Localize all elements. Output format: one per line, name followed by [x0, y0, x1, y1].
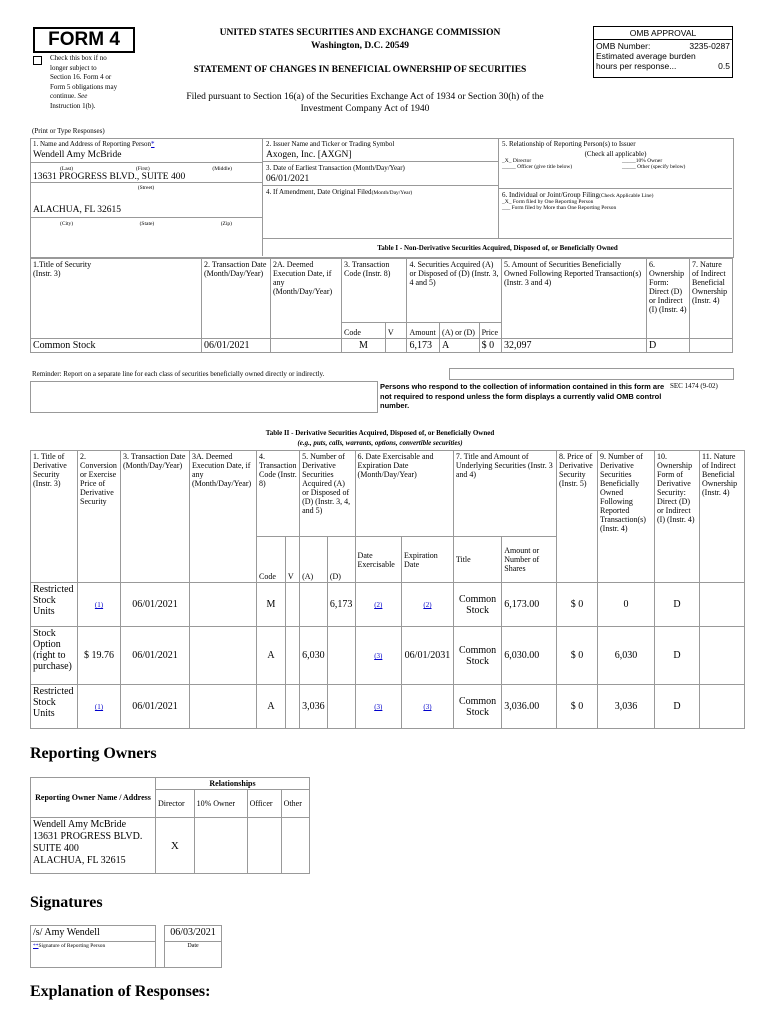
print-type-note: (Print or Type Responses): [32, 127, 105, 135]
table2-derivative: 1. Title of Derivative Security (Instr. 3) 2. Conversion or Exercise Price of Derivative Security 3. Transaction Date (Month/Day/Year) 3A. Deemed Execution Date, if any (Month/Day/Year) 4. Transaction Code (Instr. 8) 5. Number of Derivative Securities Acquired (A) or Disposed of (D) (Instr. 3, 4, and 5) 6. Date Exercisable and Expiration Date (Month/Day/Year) 7. Title and Amount of Underlying Securities (Instr. 3 and 4) 8. Price of Derivative Security (Instr. 5) 9. Number of Derivative Securities Beneficially Owned Following Reported Transaction(s) (Instr. 4) 10. Ownership Form of Derivative Security: Direct (D) or Indirect (I) (Instr. 4) 11. Nature of Indirect Beneficial Ownership (Instr. 4) Code V (A) (D) Date Exercisable Expiration Date Title Amount or Number of Shares Restricted Stock Units (1) 06/01/2021 M 6,173 (2) (2) Common Stock 6,173.00 $ 0 0 D Stock Option (right to purchase) $ 19.76 06/01/2021 A 6,030 (3) 06/01/2031 Common Stock 6,030.00 $ 0 6,030 D Restricted Stock Units (1) 06/01/2021 A 3,036 (3) (3) Common Stock 3,036.00 $ 0 3,036 D: [30, 450, 745, 729]
filing-one-person[interactable]: _X_ Form filed by One Reporting Person: [502, 199, 594, 205]
omb-approval-box: OMB APPROVAL OMB Number: 3235-0287 Estimated average burden hours per response... 0.5: [593, 26, 733, 78]
footnote-link[interactable]: (3): [423, 703, 432, 711]
table1-title: Table I - Non-Derivative Securities Acquired, Disposed of, or Beneficially Owned: [263, 238, 732, 257]
reporting-owners-table: Reporting Owner Name / Address Relationships Director 10% Owner Officer Other Wendell Amy McBride 13631 PROGRESS BLVD. SUITE 400 ALACHUA, FL 32615 X: [30, 777, 310, 874]
table2-row: Restricted Stock Units (1) 06/01/2021 A 3,036 (3) (3) Common Stock 3,036.00 $ 0 3,036 D: [31, 685, 745, 729]
signatures-table: /s/ Amy Wendell 06/03/2021 **Signature of Reporting Person Date: [30, 925, 222, 968]
city-address: ALACHUA, FL 32615: [33, 205, 122, 215]
issuer-name: Axogen, Inc. [AXGN]: [266, 150, 352, 160]
agency-name: UNITED STATES SECURITIES AND EXCHANGE COMMISSION: [219, 28, 501, 38]
signature-footnote-link[interactable]: **: [33, 943, 39, 949]
omb-number: 3235-0287: [689, 41, 730, 51]
footnote-link[interactable]: (3): [374, 652, 383, 660]
reminder: Reminder: Report on a separate line for each class of securities beneficially owned directly or indirectly.: [32, 370, 325, 378]
instruction-star-link[interactable]: *: [151, 140, 155, 148]
table2-title: Table II - Derivative Securities Acquired, Disposed of, or Beneficially Owned (e.g., puts, calls, warrants, options, convertible securities): [265, 429, 495, 447]
omb-burden: 0.5: [718, 61, 730, 71]
reporting-person-box: 1. Name and Address of Reporting Person* Wendell Amy McBride (Last) (First) (Middle) 13631 PROGRESS BLVD., SUITE 400 (Street) ALACHUA, FL 32615 (City) (State) (Zip): [30, 138, 263, 256]
signatures-heading: Signatures: [30, 894, 103, 911]
table2-row: Restricted Stock Units (1) 06/01/2021 M 6,173 (2) (2) Common Stock 6,173.00 $ 0 0 D: [31, 583, 745, 627]
earliest-transaction-date: 06/01/2021: [266, 174, 310, 184]
other-check[interactable]: _____: [622, 164, 636, 170]
persons-notice: Persons who respond to the collection of information contained in this form are not required to respond unless the form displays a currently valid OMB control number.: [380, 382, 665, 410]
filing-more-persons[interactable]: ___ Form filed by More than One Reporting Person: [502, 205, 617, 211]
table2-row: Stock Option (right to purchase) $ 19.76 06/01/2021 A 6,030 (3) 06/01/2031 Common Stock 6,030.00 $ 0 6,030 D: [31, 627, 745, 685]
filed-pursuant: Filed pursuant to Section 16(a) of the Securities Exchange Act of 1934 or Section 30(h) of the Investment Company Act of 1940: [186, 92, 544, 114]
reminder-box-right: [449, 368, 734, 380]
footnote-link[interactable]: (1): [94, 703, 104, 711]
relationship-box: 5. Relationship of Reporting Person(s) to Issuer (Check all applicable) _X_ Director _____10% Owner _____ Officer (give title below) _____ Other (specify below) 6. Individual or Joint/Group Filing(Check Applicable Line) _X_ Form filed by One Reporting Person ___ Form filed by More than One Reporting Person: [499, 138, 732, 238]
explanation-heading: Explanation of Responses:: [30, 983, 211, 1000]
agency-location: Washington, D.C. 20549: [311, 41, 409, 51]
form-title-box: [33, 27, 135, 53]
owner10-check[interactable]: _____: [622, 158, 636, 164]
form-title: FORM 4: [48, 29, 120, 50]
footnote-link[interactable]: (3): [374, 703, 383, 711]
director-check[interactable]: _X_: [502, 158, 512, 164]
statement-title: STATEMENT OF CHANGES IN BENEFICIAL OWNERSHIP OF SECURITIES: [193, 65, 527, 75]
checkbox-note: Check this box if no longer subject to Section 16. Form 4 or Form 5 obligations may continue. See Instruction 1(b).: [50, 54, 118, 110]
footnote-link[interactable]: (2): [374, 601, 383, 609]
reporting-person-name: Wendell Amy McBride: [33, 150, 122, 160]
issuer-box: 2. Issuer Name and Ticker or Trading Symbol Axogen, Inc. [AXGN] 3. Date of Earliest Transaction (Month/Day/Year) 06/01/2021 4. If Amendment, Date Original Filed(Month/Day/Year): [263, 138, 499, 238]
table1-non-derivative: 1.Title of Security (Instr. 3) 2. Transaction Date (Month/Day/Year) 2A. Deemed Execution Date, if any (Month/Day/Year) 3. Transaction Code (Instr. 8) 4. Securities Acquired (A) or Disposed of (D) (Instr. 3, 4 and 5) 5. Amount of Securities Beneficially Owned Following Reported Transaction(s) (Instr. 3 and 4) 6. Ownership Form: Direct (D) or Indirect (I) (Instr. 4) 7. Nature of Indirect Beneficial Ownership (Instr. 4) Code V Amount (A) or (D) Price Common Stock 06/01/2021 M 6,173 A $ 0 32,097 D: [30, 258, 733, 353]
footnote-link[interactable]: (2): [423, 601, 432, 609]
street-address: 13631 PROGRESS BLVD., SUITE 400: [33, 172, 186, 182]
omb-title: OMB APPROVAL: [594, 27, 732, 40]
no-longer-subject-checkbox[interactable]: [33, 56, 42, 65]
signature: /s/ Amy Wendell: [31, 926, 156, 942]
owner-row: Wendell Amy McBride 13631 PROGRESS BLVD. SUITE 400 ALACHUA, FL 32615 X: [31, 818, 310, 874]
table1-row: Common Stock 06/01/2021 M 6,173 A $ 0 32,097 D: [31, 339, 733, 353]
signature-date: 06/03/2021: [165, 926, 222, 942]
reporting-owners-heading: Reporting Owners: [30, 745, 157, 762]
sec-code: SEC 1474 (9-02): [670, 382, 718, 390]
reminder-box-left: [30, 381, 378, 413]
footnote-link[interactable]: (1): [94, 601, 104, 609]
officer-check[interactable]: _____: [502, 164, 516, 170]
